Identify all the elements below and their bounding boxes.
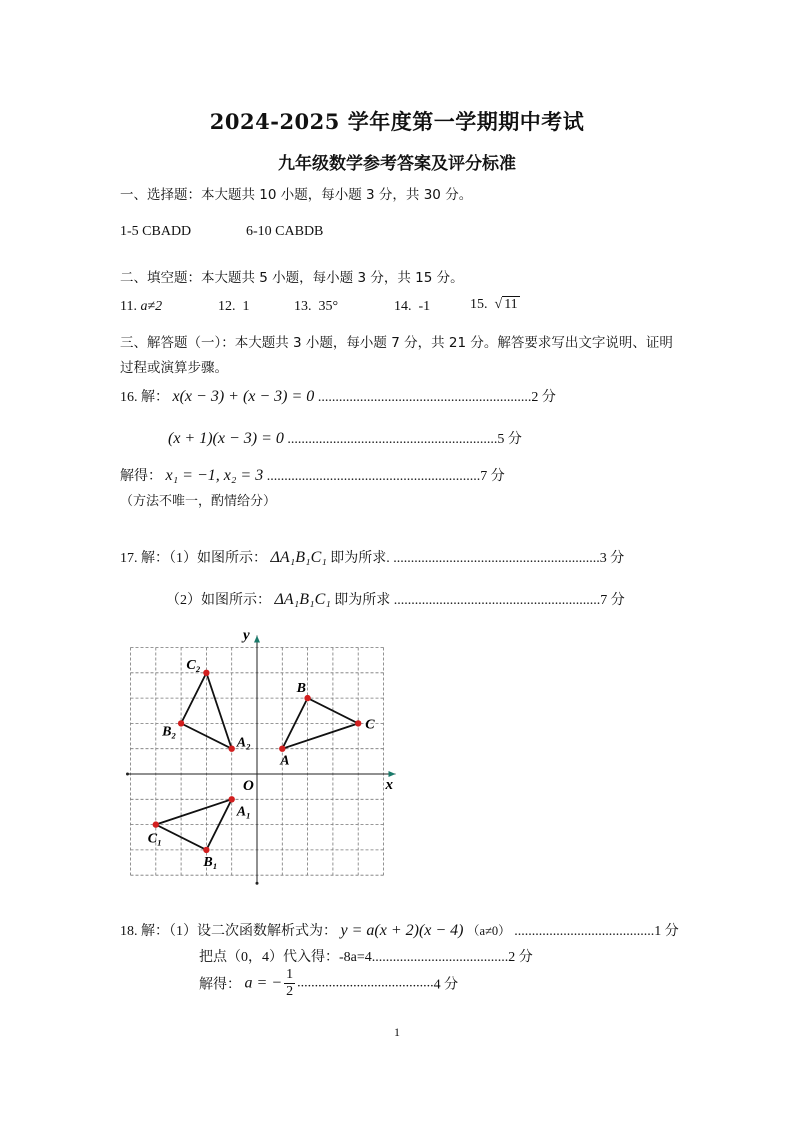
leader-dots: ....................................... (297, 975, 434, 991)
sqrt-sign: √ (494, 297, 503, 312)
fill-value: 35° (318, 299, 339, 314)
q16-line-2 (168, 428, 522, 448)
q18-substitution: 把点（0，4）代入得：-8a=4 (199, 950, 372, 965)
radicand: 11 (504, 297, 518, 312)
q17-part2-triangle: ΔA₁B₁C₁ (274, 591, 331, 608)
fraction-numerator: 1 (286, 967, 294, 982)
point-A₁ (229, 796, 235, 802)
q16-line-3 (120, 465, 505, 485)
q18-line-3 (199, 967, 458, 1000)
point-C (355, 720, 361, 726)
point-A (279, 746, 285, 752)
score: 7 分 (600, 593, 625, 608)
point-B₂ (178, 720, 184, 726)
point-A₂ (229, 746, 235, 752)
q18-line1-prefix: （1）设二次函数解析式为： (169, 924, 337, 939)
q18-eq-1: y = a(x + 2)(x − 4) (340, 922, 464, 939)
leader-dots: ........................................................... (393, 551, 600, 566)
choice-answers-1-5: 1-5 CBADD (120, 224, 192, 239)
score: 2 分 (531, 390, 556, 405)
q16-eq-1: x(x − 3) + (x − 3) = 0 (172, 388, 315, 405)
fill-answer-11 (120, 299, 162, 315)
leader-dots: ............................................................. (266, 469, 481, 484)
page-number: 1 (394, 1025, 400, 1039)
score: 4 分 (433, 977, 459, 993)
score: 2 分 (508, 950, 533, 965)
y-axis-label: y (243, 627, 250, 644)
section-3-heading-line1: 三、解答题（一）：本大题共 3 小题，每小题 7 分，共 21 分。解答要求写出文字说明、证明 (120, 335, 673, 351)
point-label: C₁ (147, 831, 163, 847)
point-label: B₂ (162, 724, 177, 740)
point-label: C₂ (186, 657, 201, 673)
fill-answer-12 (218, 299, 250, 315)
point-C₂ (203, 670, 209, 676)
origin-label: O (243, 778, 254, 794)
point-label: A (280, 753, 290, 769)
leader-dots: ........................................................... (393, 593, 601, 608)
fill-value: a≠2 (140, 299, 163, 314)
point-label: C (365, 717, 375, 733)
fill-number: 14. (394, 299, 412, 314)
q17-part1-prefix: （1）如图所示： (169, 551, 267, 566)
leader-dots: ............................................................ (287, 432, 498, 447)
q18-condition: （a≠0） (467, 924, 511, 938)
q17-line-2 (166, 589, 625, 609)
score: 3 分 (599, 551, 625, 566)
score: 5 分 (497, 432, 522, 447)
fill-value: -1 (418, 299, 431, 314)
fill-number: 13. (294, 299, 312, 314)
x-axis-label: x (385, 777, 393, 793)
leader-dots: ........................................ (514, 924, 655, 939)
point-label: A₁ (236, 804, 251, 820)
fill-answer-14 (394, 299, 430, 315)
fill-answer-13 (294, 299, 338, 315)
point-label: B (296, 681, 306, 697)
section-2-heading: 二、填空题：本大题共 5 小题，每小题 3 分，共 15 分。 (120, 270, 464, 286)
q18-solve-label: 解得： (199, 977, 241, 993)
page-title: 2024-2025 学年度第一学期期中考试 (209, 109, 585, 134)
y-axis-arrow (254, 636, 260, 643)
choice-answers-6-10: 6-10 CABDB (246, 224, 324, 239)
q17-part1-triangle: ΔA₁B₁C₁ (270, 549, 327, 566)
point-label: A₂ (236, 735, 251, 751)
point-label: B₁ (203, 854, 218, 870)
score: 7 分 (480, 469, 505, 484)
q16-eq-2: (x + 1)(x − 3) = 0 (168, 430, 284, 447)
q17-label: 17. 解： (120, 551, 169, 566)
q16-note: （方法不唯一，酌情给分） (120, 494, 277, 509)
q18-line-1 (120, 920, 679, 940)
score: 1 分 (654, 924, 679, 939)
fill-number: 11. (120, 299, 137, 314)
fraction (284, 967, 295, 1000)
q17-part2-suffix: 即为所求 (334, 593, 391, 608)
y-axis-end-dot (256, 882, 259, 885)
point-B₁ (203, 847, 209, 853)
q16-line-1 (120, 386, 556, 406)
leader-dots: ............................................................. (317, 390, 532, 405)
section-1-heading: 一、选择题：本大题共 10 小题，每小题 3 分，共 30 分。 (120, 187, 473, 203)
q17-line-1 (120, 547, 624, 567)
section-3-heading-line2: 过程或演算步骤。 (120, 360, 228, 376)
leader-dots: ....................................... (371, 950, 509, 965)
q18-var: a = − (244, 974, 283, 992)
q16-label: 16. 解： (120, 390, 169, 405)
page-subtitle: 九年级数学参考答案及评分标准 (278, 154, 516, 174)
q16-solve-label: 解得： (120, 469, 162, 484)
fill-value: 1 (242, 299, 250, 314)
q17-part1-suffix: 即为所求. (330, 551, 390, 566)
q18-label: 18. 解： (120, 924, 169, 939)
q18-line-2 (199, 946, 533, 966)
point-C₁ (153, 821, 159, 827)
fill-number: 15. (470, 297, 488, 312)
q16-eq-3: x₁ = −1, x₂ = 3 (165, 467, 264, 484)
fill-answer-15 (470, 297, 520, 313)
x-axis-end-dot (126, 773, 129, 776)
fraction-denominator: 2 (286, 984, 294, 999)
coordinate-figure (110, 625, 410, 890)
fill-number: 12. (218, 299, 236, 314)
q17-part2-prefix: （2）如图所示： (166, 593, 271, 608)
